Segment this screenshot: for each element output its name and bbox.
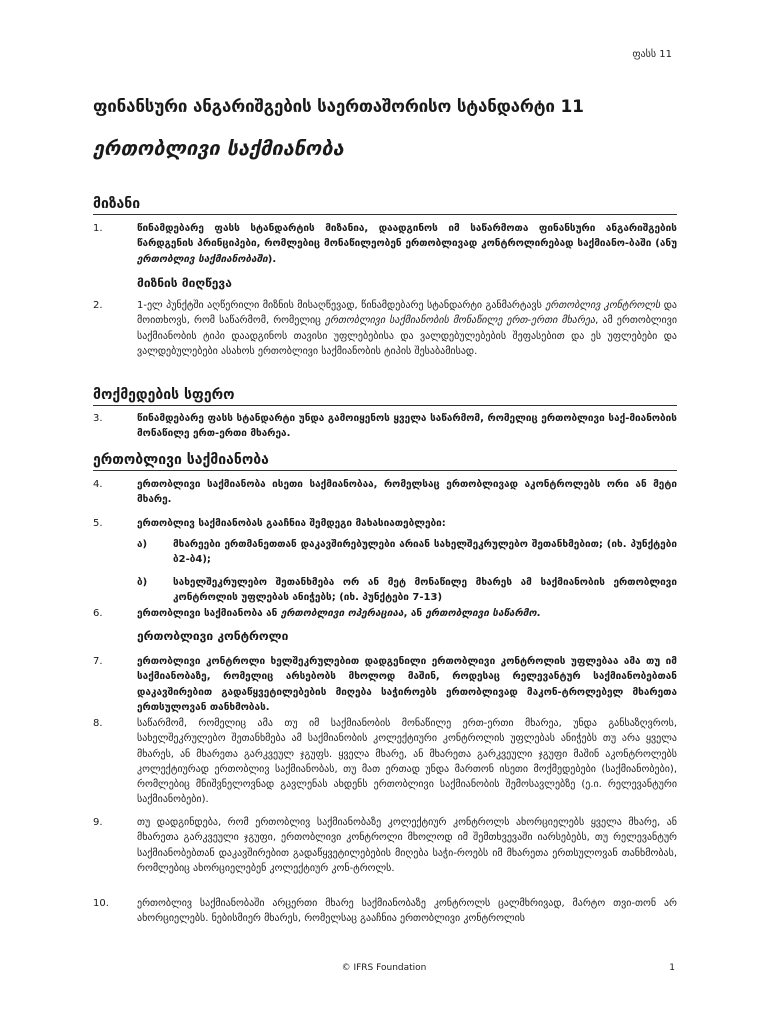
paragraph-text: ერთობლივი კონტროლი ხელშეკრულებით დადგენილი ერთობლივი კონტროლის უფლებაა ამა თუ იმ საქმიანობაზე, რომელიც არსებობს მხოლოდ მაშინ, როდესაც რელევანტურ საქმიანობებთან დაკავშირებით გადაწყვეტილებების მიღება საჭიროებს ერთობლივად მაკონ-ტროლებელ მხარეთა ერთსულოვან თანხმობას. bbox=[137, 656, 677, 713]
paragraph-number: 1. bbox=[93, 223, 103, 234]
paragraph-8 bbox=[93, 716, 677, 808]
paragraph-number: 4. bbox=[93, 479, 103, 490]
document-subtitle: ერთობლივი საქმიანობა bbox=[93, 136, 344, 160]
paragraph-2 bbox=[93, 298, 677, 359]
subheading-joint-control: ერთობლივი კონტროლი bbox=[137, 629, 289, 643]
paragraph-number: 8. bbox=[93, 718, 103, 729]
paragraph-text: 1-ელ პუნქტში აღწერილი მიზნის მისაღწევად, წინამდებარე სტანდარტი განმარტავს ერთობლივ კონტროლს და მოითხოვს, რომ საწარმომ, რომელიც ერთობლივი საქმიანობის მონაწილე ერთ-ერთი მხარეა, ამ ერთობლივი საქმიანობის ტიპი დაადგინოს თავისი უფლებებისა და ვალდებულებების შეფასებით და ეს უფლებები და ვალდებულებები ასახოს ერთობლივი საქმიანობის ტიპის შესაბამისად. bbox=[137, 300, 678, 357]
paragraph-text: წინამდებარე ფასს სტანდარტი უნდა გამოიყენოს ყველა საწარმომ, რომელიც ერთობლივი საქ-მიანობის მონაწილე ერთ-ერთი მხარეა. bbox=[137, 413, 677, 440]
item-letter: ა) bbox=[137, 539, 148, 550]
paragraph-text: ერთობლივი საქმიანობა ისეთი საქმიანობაა, რომელსაც ერთობლივად აკონტროლებს ორი ან მეტი მხარე. bbox=[137, 479, 677, 506]
item-text: სახელშეკრულებო შეთანხმება ორ ან მეტ მონაწილე მხარეს ამ საქმიანობის ერთობლივი კონტროლის უფლებას ანიჭებს; (იხ. პუნქტები 7-13) bbox=[173, 577, 677, 604]
paragraph-text: თუ დადგინდება, რომ ერთობლივ საქმიანობაზე კოლექტიურ კონტროლს ახორციელებს ყველა მხარე, ან მხარეთა გარკვეული ჯგუფი, ერთობლივი კონტროლი მხოლოდ იმ შემთხვევაში იარსებებს, თუ რელევანტურ საქმიანობებთან დაკავშირებით გადაწყვეტილებების მიღება საჭი-როებს იმ მხარეთა ერთსულოვან თანხმობას, რომლებიც ახორციელებენ კოლექტიურ კონ-ტროლს. bbox=[137, 817, 677, 874]
standard-tag: ფასს 11 bbox=[632, 49, 672, 60]
paragraph-number: 7. bbox=[93, 656, 103, 667]
paragraph-text: ერთობლივი საქმიანობა ან ერთობლივი ოპერაციაა, ან ერთობლივი საწარმო. bbox=[137, 608, 541, 619]
item-letter: ბ) bbox=[137, 577, 148, 588]
paragraph-text: ერთობლივ საქმიანობას გააჩნია შემდეგი მახასიათებლები: bbox=[137, 518, 446, 529]
paragraph-6 bbox=[93, 606, 677, 621]
paragraph-text: ერთობლივ საქმიანობაში არცერთი მხარე საქმიანობაზე კონტროლს ცალმხრივად, მარტო თვი-თონ არ ახორციელებს. ნებისმიერ მხარეს, რომელსაც გააჩნია ერთობლივი კონტროლის bbox=[137, 898, 677, 925]
paragraph-number: 2. bbox=[93, 300, 103, 311]
paragraph-text: საწარმომ, რომელიც ამა თუ იმ საქმიანობის მონაწილე ერთ-ერთი მხარეა, უნდა განსაზღვროს, სახელშეკრულებო შეთანხმება ამ საქმიანობის კოლექტიური კონტროლის უფლებას ანიჭებს თუ არა ყველა მხარეს, ან მხარეთა გარკვეულ ჯგუფს. ყველა მხარე, ან მხარეთა გარკვეული ჯგუფი მაშინ აკონტროლებს კოლექტიურად ერთობლივ საქმიანობას, თუ მათ ერთად უნდა მართონ ისეთი მოქმედებები (საქმიანობები), რომლებიც მნიშვნელოვნად გავლენას ახდენს ერთობლივი საქმიანობის შემოსავლებზე (ე.ი. რელევანტური საქმიანობები). bbox=[137, 718, 677, 806]
paragraph-number: 10. bbox=[93, 898, 109, 909]
section-heading-objective: მიზანი bbox=[93, 196, 677, 215]
paragraph-number: 3. bbox=[93, 413, 103, 424]
paragraph-1 bbox=[93, 221, 677, 267]
subheading-meeting-objective: მიზნის მიღწევა bbox=[137, 276, 232, 290]
document-title: ფინანსური ანგარიშგების საერთაშორისო სტანდარტი 11 bbox=[93, 97, 584, 117]
section-heading-scope: მოქმედების სფერო bbox=[93, 387, 677, 406]
paragraph-7 bbox=[93, 654, 677, 715]
paragraph-5a bbox=[137, 537, 677, 568]
item-text: მხარეები ერთმანეთთან დაკავშირებულები არიან სახელშეკრულებო შეთანხმებით; (იხ. პუნქტები ბ2-ბ4); bbox=[173, 539, 677, 566]
paragraph-number: 9. bbox=[93, 817, 103, 828]
paragraph-9 bbox=[93, 815, 677, 876]
paragraph-number: 5. bbox=[93, 518, 103, 529]
paragraph-5b bbox=[137, 575, 677, 606]
footer-copyright: © IFRS Foundation bbox=[341, 963, 427, 973]
paragraph-3 bbox=[93, 411, 677, 442]
paragraph-text: წინამდებარე ფასს სტანდარტის მიზანია, დაადგინოს იმ საწარმოთა ფინანსური ანგარიშგების წარდგენის პრინციპები, რომლებიც მონაწილეობენ ერთობლივად კონტროლირებად საქმიანო-ბაში (ანუ ერთობლივ საქმიანობაში). bbox=[137, 223, 677, 265]
section-heading-joint-arrangements: ერთობლივი საქმიანობა bbox=[93, 452, 677, 471]
paragraph-5 bbox=[93, 516, 677, 531]
paragraph-number: 6. bbox=[93, 608, 103, 619]
paragraph-4 bbox=[93, 477, 677, 508]
page-number: 1 bbox=[669, 963, 675, 973]
paragraph-10 bbox=[93, 896, 677, 927]
